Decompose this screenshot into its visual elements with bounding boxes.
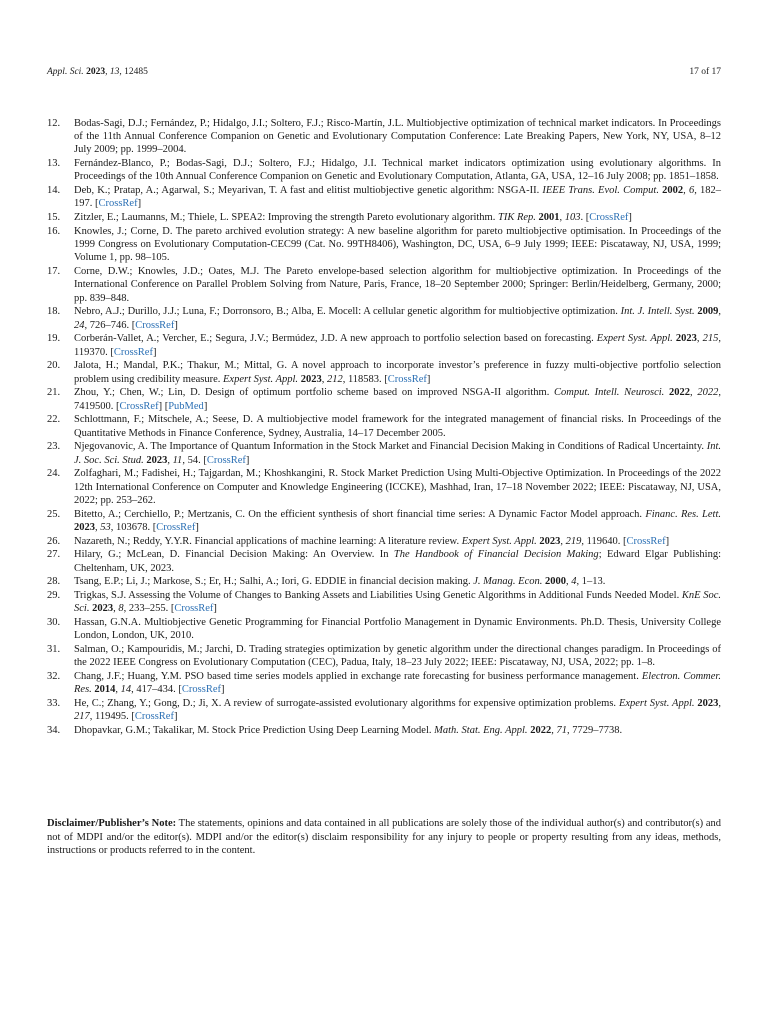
reference-text xyxy=(74,725,622,736)
reference-year: 2009 xyxy=(697,306,719,318)
reference-fragment: , 119370. [ xyxy=(74,333,722,358)
crossref-link[interactable]: CrossRef xyxy=(134,711,174,723)
reference-item xyxy=(47,413,721,439)
reference-text xyxy=(74,226,721,263)
reference-fragment: Corne, D.W.; Knowles, J.D.; Oates, M.J. The Pareto envelope-based selection algorithm for multiobjective optimization. In Proceedings of the International Conference on Parallel Problem Solving from Nature, Paris, France, 18–20 September 2000; Springer: Berlin/Heidelberg, Germany, 2000; pp. 839–848. xyxy=(74,266,721,304)
reference-fragment: , 118583. [ xyxy=(342,373,388,385)
reference-italic: 103 xyxy=(564,212,581,224)
reference-italic: 11 xyxy=(172,454,183,466)
reference-italic: 217 xyxy=(74,711,90,723)
reference-fragment: , xyxy=(718,306,722,318)
reference-italic: Int. J. Intell. Syst. xyxy=(620,306,695,318)
reference-italic: 71 xyxy=(556,725,567,737)
article-number: 12485 xyxy=(124,67,148,77)
reference-item xyxy=(47,589,721,615)
reference-item xyxy=(47,548,721,574)
reference-list xyxy=(47,117,721,738)
reference-italic: Comput. Intell. Neurosci. xyxy=(554,387,665,399)
reference-item xyxy=(47,157,721,183)
reference-text xyxy=(74,590,721,614)
reference-fragment: , 417–434. [ xyxy=(131,684,182,696)
reference-fragment: , 119495. [ xyxy=(89,711,135,723)
reference-item xyxy=(47,211,721,224)
reference-number: 32. xyxy=(47,671,61,683)
journal-citation: Appl. Sci. 2023, 13, 12485 xyxy=(47,67,148,77)
reference-number: 24. xyxy=(47,468,61,480)
reference-fragment: , xyxy=(321,373,327,385)
reference-item xyxy=(47,535,721,548)
reference-fragment: , xyxy=(560,535,566,547)
reference-fragment: ] xyxy=(221,684,225,696)
crossref-link[interactable]: CrossRef xyxy=(181,684,222,696)
reference-italic: Expert Syst. Appl. xyxy=(618,698,695,710)
journal-name: Appl. Sci. xyxy=(47,67,84,77)
reference-item xyxy=(47,225,721,265)
reference-text xyxy=(74,306,721,330)
reference-fragment: , 54. [ xyxy=(182,454,207,466)
reference-fragment: , 119640. [ xyxy=(581,535,627,547)
reference-fragment: ] xyxy=(213,603,217,615)
reference-text xyxy=(74,468,721,505)
reference-fragment: , 7419500. [ xyxy=(74,387,722,412)
reference-fragment: Dhopavkar, G.M.; Takalikar, M. Stock Price Prediction Using Deep Learning Model. xyxy=(74,725,435,737)
reference-fragment: , 182–197. [ xyxy=(74,185,722,210)
reference-number: 18. xyxy=(47,306,61,318)
reference-italic: 215 xyxy=(702,333,719,345)
crossref-link[interactable]: CrossRef xyxy=(113,346,153,358)
reference-number: 34. xyxy=(47,725,61,737)
reference-italic: Electron. Commer. Res. xyxy=(74,671,721,696)
reference-fragment: ] xyxy=(203,400,208,412)
reference-year: 2002 xyxy=(662,185,684,197)
reference-item xyxy=(47,386,721,412)
reference-italic: Math. Stat. Eng. Appl. xyxy=(434,725,528,737)
reference-text xyxy=(74,360,721,384)
pubmed-link[interactable]: PubMed xyxy=(168,400,204,412)
reference-fragment: Trigkas, S.J. Assessing the Volume of Changes to Banking Assets and Liabilities Using Genetic Algorithms in Additional Funds Needed Model. xyxy=(74,590,682,602)
reference-fragment: , xyxy=(167,454,173,466)
reference-fragment: , xyxy=(683,185,689,197)
reference-year: 2023 xyxy=(675,333,697,345)
reference-fragment: , xyxy=(113,603,119,615)
reference-text xyxy=(74,698,721,722)
reference-year: 2023 xyxy=(539,535,561,547)
reference-item xyxy=(47,616,721,642)
reference-fragment: , xyxy=(718,698,722,710)
reference-fragment: Nazareth, N.; Reddy, Y.Y.R. Financial applications of machine learning: A literature review. xyxy=(74,535,462,547)
reference-italic: Expert Syst. Appl. xyxy=(461,535,537,547)
reference-text xyxy=(74,576,605,587)
crossref-link[interactable]: CrossRef xyxy=(119,400,159,412)
reference-fragment: , xyxy=(696,333,703,345)
crossref-link[interactable]: CrossRef xyxy=(135,319,175,331)
reference-item xyxy=(47,697,721,723)
reference-fragment: . [ xyxy=(580,212,590,224)
reference-number: 15. xyxy=(47,212,61,224)
reference-italic: 8 xyxy=(118,603,124,615)
disclaimer-text: The statements, opinions and data contained in all publications are solely those of the individual author(s) and contributor(s) and not of MDPI and/or the editor(s). MDPI and/or the editor(s) disclaim responsibility for any injury to people or property resulting from any ideas, methods, instructions or products referred to in the content. xyxy=(47,818,722,857)
reference-fragment: ] xyxy=(173,711,178,723)
reference-italic: 219 xyxy=(565,535,582,547)
reference-item xyxy=(47,575,721,588)
reference-italic: J. Manag. Econ. xyxy=(473,576,543,588)
reference-italic: 53 xyxy=(100,521,111,533)
reference-item xyxy=(47,467,721,507)
reference-italic: Expert Syst. Appl. xyxy=(596,333,673,345)
reference-fragment: ] [ xyxy=(158,400,169,412)
reference-year: 2001 xyxy=(538,212,560,224)
reference-number: 26. xyxy=(47,535,61,547)
journal-volume: 13 xyxy=(109,67,120,77)
reference-italic: KnE Soc. Sci. xyxy=(74,590,721,615)
reference-text xyxy=(74,617,721,641)
reference-fragment: Jalota, H.; Mandal, P.K.; Thakur, M.; Mittal, G. A novel approach to incorporate investor’s preference in fuzzy multi-objective portfolio selection problem using credibility measure. xyxy=(74,360,721,385)
reference-number: 28. xyxy=(47,576,61,588)
crossref-link[interactable]: CrossRef xyxy=(206,454,246,466)
reference-year: 2023 xyxy=(92,603,114,615)
reference-item xyxy=(47,670,721,696)
reference-number: 17. xyxy=(47,266,61,278)
disclaimer-heading: Disclaimer/Publisher’s Note: xyxy=(47,818,177,829)
reference-fragment: ] xyxy=(628,212,632,224)
reference-italic: 2022 xyxy=(697,387,719,399)
reference-item xyxy=(47,643,721,669)
reference-fragment: Bitetto, A.; Cerchiello, P.; Mertzanis, C. On the efficient synthesis of short financial time series: A Dynamic Factor Model approach. xyxy=(74,508,646,520)
reference-fragment: Schlottmann, F.; Mitschele, A.; Seese, D. A multiobjective model framework for the integrated management of financial risks. In Proceedings of the Quantitative Methods in Finance Conference, Sydney, Australia, 14–17 December 2005. xyxy=(74,414,721,439)
reference-year: 2000 xyxy=(545,576,566,588)
reference-number: 23. xyxy=(47,441,61,453)
reference-italic: Financ. Res. Lett. xyxy=(645,508,721,520)
reference-text xyxy=(74,671,721,695)
reference-text xyxy=(74,158,721,182)
reference-fragment: ] xyxy=(665,535,670,547)
reference-italic: The Handbook of Financial Decision Making xyxy=(393,549,599,561)
reference-text xyxy=(74,387,721,411)
crossref-link[interactable]: CrossRef xyxy=(156,521,196,533)
reference-fragment: ] xyxy=(245,454,250,466)
page-number: 17 of 17 xyxy=(689,67,721,77)
reference-italic: Expert Syst. Appl. xyxy=(223,373,299,385)
reference-fragment: Chang, J.F.; Huang, Y.M. PSO based time series models applied in exchange rate forecasting for business performance management. xyxy=(74,671,642,683)
reference-fragment: Zitzler, E.; Laumanns, M.; Thiele, L. SPEA2: Improving the strength Pareto evolutionary algorithm. xyxy=(74,212,498,224)
reference-text xyxy=(74,212,632,223)
reference-fragment: , xyxy=(566,576,572,588)
reference-italic: 212 xyxy=(326,373,343,385)
reference-fragment: Zolfaghari, M.; Fadishei, H.; Tajgardan, M.; Khoshkangini, R. Stock Market Prediction Using Multi-Objective Optimization. In Proceedings of the 2022 12th International Conference on Computer and Knowledge Engineering (ICCKE), Mashhad, Iran, 17–18 November 2022; IEEE: Piscataway, NJ, USA, 2022; pp. 253–262. xyxy=(74,468,721,506)
reference-text xyxy=(74,333,721,357)
reference-fragment: ] xyxy=(137,198,142,210)
reference-year: 2014 xyxy=(94,684,116,696)
page-header xyxy=(47,67,721,81)
reference-text xyxy=(74,536,669,547)
reference-text xyxy=(74,185,721,209)
reference-text xyxy=(74,414,721,438)
reference-number: 16. xyxy=(47,226,61,237)
reference-fragment: , 103678. [ xyxy=(110,521,157,533)
reference-number: 25. xyxy=(47,508,61,520)
crossref-link[interactable]: CrossRef xyxy=(174,603,214,615)
reference-text xyxy=(74,266,721,303)
crossref-link[interactable]: CrossRef xyxy=(387,373,427,385)
reference-item xyxy=(47,440,721,466)
reference-text xyxy=(74,118,721,155)
reference-fragment: , 233–255. [ xyxy=(123,603,175,615)
reference-number: 13. xyxy=(47,158,61,170)
reference-text xyxy=(74,509,721,533)
reference-year: 2023 xyxy=(74,521,95,533)
reference-fragment: , xyxy=(690,387,698,399)
reference-fragment: Tsang, E.P.; Li, J.; Markose, S.; Er, H.; Salhi, A.; Iori, G. EDDIE in financial decision making. xyxy=(74,576,474,588)
reference-italic: 24 xyxy=(74,319,85,331)
disclaimer xyxy=(47,817,721,858)
reference-number: 14. xyxy=(47,185,61,197)
reference-year: 2023 xyxy=(697,698,719,710)
reference-fragment: , xyxy=(115,684,121,696)
reference-text xyxy=(74,441,721,465)
reference-fragment: Njegovanovic, A. The Importance of Quantum Information in the Stock Market and Financial Decision Making in Conditions of Radical Uncertainty. xyxy=(74,441,707,453)
reference-fragment: Bodas-Sagi, D.J.; Fernández, P.; Hidalgo, J.I.; Soltero, F.J.; Risco-Martín, J.L. Multiobjective optimization of technical market indicators. In Proceedings of the 11th Annual Conference Companion on Genetic and Evolutionary Computation Conference: Late Breaking Papers, New York, NY, USA, 8–12 July 2009; pp. 1999–2004. xyxy=(74,118,721,156)
reference-number: 22. xyxy=(47,414,61,426)
reference-fragment: ] xyxy=(426,373,431,385)
crossref-link[interactable]: CrossRef xyxy=(98,198,138,210)
reference-year: 2022 xyxy=(669,387,691,399)
reference-text xyxy=(74,549,721,573)
reference-year: 2022 xyxy=(530,725,552,737)
reference-italic: TIK Rep. xyxy=(497,212,536,224)
crossref-link[interactable]: CrossRef xyxy=(589,212,629,224)
reference-fragment: , 1–13. xyxy=(576,576,606,588)
reference-fragment: ] xyxy=(195,521,199,533)
reference-fragment: Hilary, G.; McLean, D. Financial Decision Making: An Overview. In xyxy=(74,549,394,561)
reference-italic: 6 xyxy=(688,185,695,197)
reference-item xyxy=(47,184,721,210)
reference-fragment: , xyxy=(551,725,557,737)
reference-item xyxy=(47,359,721,385)
reference-fragment: Nebro, A.J.; Durillo, J.J.; Luna, F.; Dorronsoro, B.; Alba, E. Mocell: A cellular genetic algorithm for multiobjective optimization. xyxy=(74,306,621,318)
reference-number: 19. xyxy=(47,333,61,345)
crossref-link[interactable]: CrossRef xyxy=(626,535,666,547)
reference-fragment: He, C.; Zhang, Y.; Gong, D.; Ji, X. A review of surrogate-assisted evolutionary algorithms for expensive optimization problems. xyxy=(74,698,619,710)
reference-number: 31. xyxy=(47,644,61,656)
reference-italic: 4 xyxy=(571,576,577,588)
reference-number: 33. xyxy=(47,698,61,710)
reference-number: 20. xyxy=(47,360,61,372)
reference-number: 27. xyxy=(47,549,61,561)
reference-fragment: , 7729–7738. xyxy=(566,725,623,737)
reference-fragment: Zhou, Y.; Chen, W.; Lin, D. Design of optimum portfolio scheme based on improved NSGA-II algorithm. xyxy=(74,387,555,399)
reference-fragment: Deb, K.; Pratap, A.; Agarwal, S.; Meyarivan, T. A fast and elitist multiobjective genetic algorithm: NSGA-II. xyxy=(74,185,543,197)
reference-year: 2023 xyxy=(146,454,168,466)
reference-italic: IEEE Trans. Evol. Comput. xyxy=(542,185,659,197)
reference-number: 12. xyxy=(47,118,61,129)
reference-item xyxy=(47,305,721,331)
reference-item xyxy=(47,117,721,157)
reference-italic: 14 xyxy=(120,684,132,696)
reference-text xyxy=(74,644,721,668)
journal-year: 2023 xyxy=(86,67,106,77)
reference-item xyxy=(47,724,721,737)
reference-fragment: , 726–746. [ xyxy=(84,319,136,331)
reference-fragment: Knowles, J.; Corne, D. The pareto archived evolution strategy: A new baseline algorithm for pareto multiobjective optimisation. In Proceedings of the 1999 Congress on Evolutionary Computation-CEC99 (Cat. No. 99TH8406), Washington, DC, USA, 6–9 July 1999; IEEE: Piscataway, NJ, USA, 1999; Volume 1, pp. 98–105. xyxy=(74,226,721,264)
reference-fragment: Salman, O.; Kampouridis, M.; Jarchi, D. Trading strategies optimization by genetic algorithm under the directional changes paradigm. In Proceedings of the 2022 IEEE Congress on Evolutionary Computation (CEC), Padua, Italy, 18–23 July 2022; IEEE: Piscataway, NJ, USA, 2022; pp. 1–8. xyxy=(74,644,721,669)
reference-fragment: ; Edward Elgar Publishing: Cheltenham, UK, 2023. xyxy=(74,549,721,574)
reference-fragment: ] xyxy=(152,346,157,358)
reference-year: 2023 xyxy=(300,373,322,385)
reference-fragment: Hassan, G.N.A. Multiobjective Genetic Programming for Financial Portfolio Management in Dynamic Environments. Ph.D. Thesis, University College London, London, UK, 2010. xyxy=(74,617,721,642)
reference-fragment: , xyxy=(95,521,101,533)
reference-item xyxy=(47,508,721,534)
reference-italic: Int. J. Soc. Sci. Stud. xyxy=(74,441,721,466)
reference-fragment: Fernández-Blanco, P.; Bodas-Sagi, D.J.; Soltero, F.J.; Hidalgo, J.I. Technical market indicators optimization using evolutionary algorithms. In Proceedings of the 10th Annual Conference Companion on Genetic and Evolutionary Computation, Atlanta, GA, USA, 12–16 July 2008; pp. 1851–1858. xyxy=(74,158,721,183)
reference-number: 30. xyxy=(47,617,61,629)
reference-item xyxy=(47,265,721,305)
reference-fragment: Corberán-Vallet, A.; Vercher, E.; Segura, J.V.; Bermúdez, J.D. A new approach to portfolio selection based on forecasting. xyxy=(74,333,597,345)
reference-fragment: ] xyxy=(174,319,178,331)
reference-item xyxy=(47,332,721,358)
reference-number: 29. xyxy=(47,590,61,602)
reference-fragment: , xyxy=(559,212,565,224)
reference-number: 21. xyxy=(47,387,61,399)
